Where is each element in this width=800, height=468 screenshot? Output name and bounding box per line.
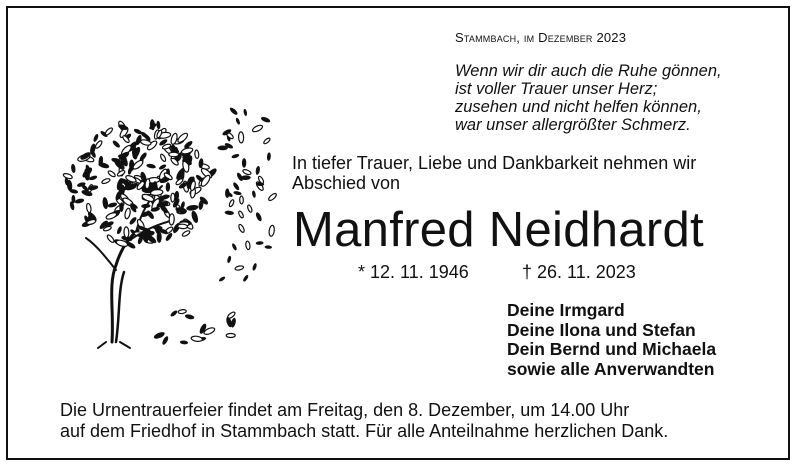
service-info <box>60 400 668 442</box>
service-line: Die Urnentrauerfeier findet am Freitag, den 8. Dezember, um 14.00 Uhr <box>60 400 630 420</box>
poem-line: ist voller Trauer unser Herz; <box>455 80 658 98</box>
poem <box>455 62 722 134</box>
family-line: Dein Bernd und Michaela <box>507 339 717 360</box>
service-line: auf dem Friedhof in Stammbach statt. Für alle Anteilnahme herzlichen Dank. <box>60 421 669 441</box>
intro-line: In tiefer Trauer, Liebe und Dankbarkeit nehmen wir <box>292 153 697 173</box>
poem-line: zusehen und nicht helfen können, <box>455 98 702 116</box>
birth-date: * 12. 11. 1946 <box>358 262 469 282</box>
place-date: Stammbach, im Dezember 2023 <box>455 30 627 45</box>
family-line: Deine Ilona und Stefan <box>507 319 696 340</box>
family-line: sowie alle Anverwandten <box>507 358 715 379</box>
death-date: † 26. 11. 2023 <box>522 262 636 282</box>
intro-line: Abschied von <box>292 173 401 193</box>
poem-line: Wenn wir dir auch die Ruhe gönnen, <box>455 62 722 80</box>
intro-text <box>292 153 696 193</box>
poem-line: war unser allergrößter Schmerz. <box>455 116 691 134</box>
family-line: Deine Irmgard <box>507 300 625 320</box>
deceased-name: Manfred Neidhardt <box>293 203 704 257</box>
windswept-tree-icon <box>46 80 286 355</box>
family-list <box>507 301 716 379</box>
